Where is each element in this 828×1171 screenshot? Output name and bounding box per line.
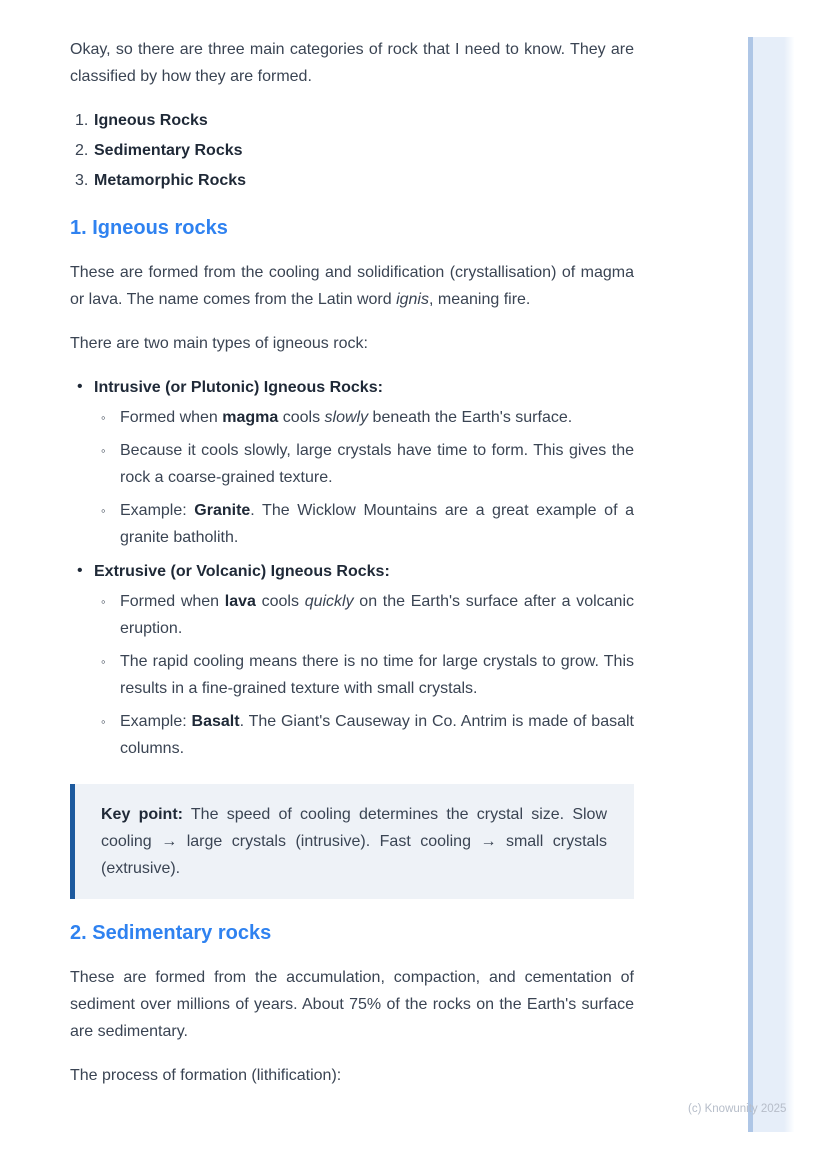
right-page-edge-strip (748, 37, 794, 1132)
igneous-types-line: There are two main types of igneous rock: (70, 335, 368, 352)
sub-item-text: Formed when lava cools quickly on the Earth's surface after a volcanic eruption. (120, 593, 635, 637)
sub-item (94, 497, 634, 551)
intro-paragraph: Okay, so there are three main categories of rock that I need to know. They are classified by how they are formed. (70, 41, 634, 85)
list-marker: 3. (75, 172, 89, 189)
circle-bullet-icon: ◦ (101, 410, 106, 425)
circle-bullet-icon: ◦ (101, 594, 106, 609)
intrusive-sublist (94, 404, 634, 551)
list-marker: 1. (75, 112, 89, 129)
copyright-footer: (c) Knowunity 2025 (688, 1103, 787, 1115)
note-content (70, 36, 634, 1106)
sub-item-text: Formed when magma cools slowly beneath the Earth's surface. (120, 409, 573, 426)
sub-item-text: Because it cools slowly, large crystals have time to form. This gives the rock a coarse-grained texture. (120, 442, 634, 486)
circle-bullet-icon: ◦ (101, 654, 106, 669)
sedimentary-intro-paragraph: These are formed from the accumulation, compaction, and cementation of sediment over millions of years. About 75% of the rocks on the Earth's surface are sedimentary. (70, 969, 634, 1040)
sedimentary-process-line: The process of formation (lithification): (70, 1067, 342, 1084)
section-heading-sedimentary: 2. Sedimentary rocks (70, 922, 272, 944)
bullet-title: Extrusive (or Volcanic) Igneous Rocks: (94, 563, 390, 580)
sub-item (94, 588, 634, 642)
list-item-igneous (70, 107, 634, 134)
sub-item-text: Example: Granite. The Wicklow Mountains are a great example of a granite batholith. (120, 502, 634, 546)
circle-bullet-icon: ◦ (101, 714, 106, 729)
section-heading-igneous: 1. Igneous rocks (70, 217, 228, 239)
circle-bullet-icon: ◦ (101, 503, 106, 518)
rock-categories-list (70, 107, 634, 194)
circle-bullet-icon: ◦ (101, 443, 106, 458)
bullet-title: Intrusive (or Plutonic) Igneous Rocks: (94, 379, 383, 396)
sub-item (94, 437, 634, 491)
igneous-intro-paragraph: These are formed from the cooling and solidification (crystallisation) of magma or lava. The name comes from the Latin word ignis, meaning fire. (70, 264, 634, 308)
sub-item (94, 404, 634, 431)
list-marker: 2. (75, 142, 89, 159)
sub-item (94, 648, 634, 702)
list-item-sedimentary (70, 137, 634, 164)
list-item-metamorphic (70, 167, 634, 194)
list-item-label: Igneous Rocks (94, 112, 208, 129)
bullet-extrusive (70, 558, 634, 762)
keypoint-callout (70, 784, 634, 899)
extrusive-sublist (94, 588, 634, 762)
igneous-types-list (70, 374, 634, 762)
bullet-intrusive (70, 374, 634, 551)
bullet-icon: • (77, 562, 83, 579)
sub-item-text: Example: Basalt. The Giant's Causeway in Co. Antrim is made of basalt columns. (120, 713, 635, 757)
keypoint-text: Key point: The speed of cooling determines the crystal size. Slow cooling → large crystals (intrusive). Fast cooling → small crystals (extrusive). (101, 806, 607, 877)
bullet-icon: • (77, 378, 83, 395)
list-item-label: Metamorphic Rocks (94, 172, 247, 189)
sub-item-text: The rapid cooling means there is no time for large crystals to grow. This results in a fine-grained texture with small crystals. (120, 653, 634, 697)
list-item-label: Sedimentary Rocks (94, 142, 243, 159)
sub-item (94, 708, 634, 762)
